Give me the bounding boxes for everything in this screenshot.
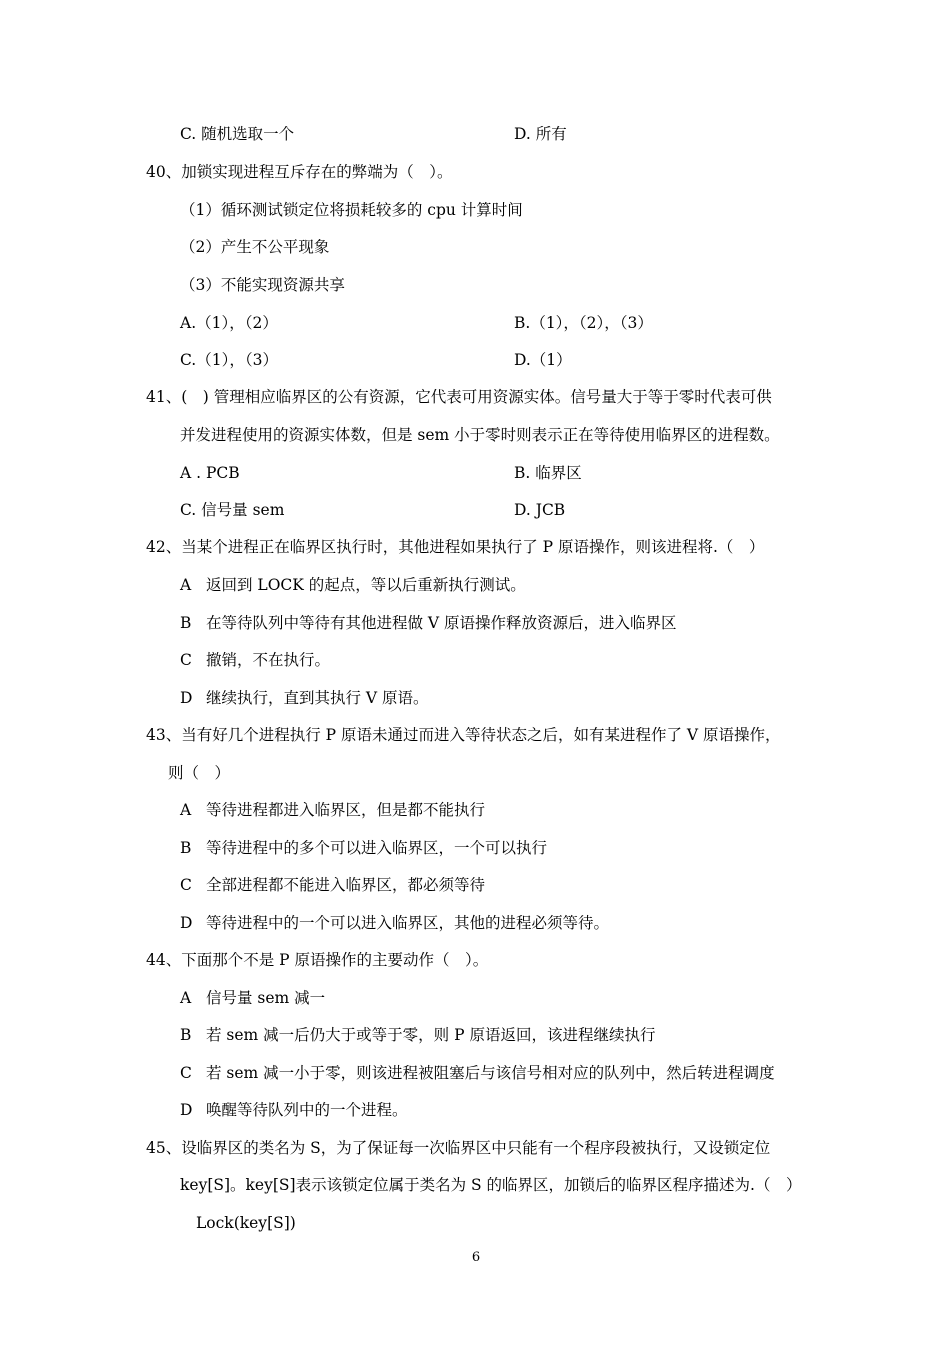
q40-option-c: C.（1），（3）	[180, 351, 278, 369]
q43-option-b: B 等待进程中的多个可以进入临界区，一个可以执行	[180, 839, 548, 857]
q42-option-c: C 撤销，不在执行。	[180, 651, 331, 669]
q44-option-c: C 若 sem 减一小于零，则该进程被阻塞后与该信号相对应的队列中，然后转进程调度	[180, 1064, 775, 1082]
q42-option-a: A 返回到 LOCK 的起点，等以后重新执行测试。	[180, 576, 526, 594]
q40-item-3: （3）不能实现资源共享	[180, 276, 345, 294]
q43-option-c: C 全部进程都不能进入临界区，都必须等待	[180, 876, 486, 894]
q45-stem-line1: 45、设临界区的类名为 S，为了保证每一次临界区中只能有一个程序段被执行，又设锁定位	[146, 1139, 771, 1157]
q43-stem-line2: 则（ ）	[168, 764, 231, 782]
q41-option-b: B. 临界区	[514, 464, 582, 482]
option-c-prev: C. 随机选取一个	[180, 125, 295, 143]
q44-option-d: D 唤醒等待队列中的一个进程。	[180, 1101, 408, 1119]
q40-option-d: D.（1）	[514, 351, 572, 369]
q40-item-2: （2）产生不公平现象	[180, 238, 330, 256]
q40-option-b: B.（1），（2），（3）	[514, 314, 653, 332]
q41-option-d: D. JCB	[514, 501, 566, 519]
q43-stem-line1: 43、当有好几个进程执行 P 原语未通过而进入等待状态之后，如有某进程作了 V 原语操作，	[146, 726, 781, 744]
option-d-prev: D. 所有	[514, 125, 567, 143]
q41-stem-line1: 41、( ) 管理相应临界区的公有资源，它代表可用资源实体。信号量大于等于零时代表可供	[146, 388, 772, 406]
q44-option-b: B 若 sem 减一后仍大于或等于零，则 P 原语返回，该进程继续执行	[180, 1026, 656, 1044]
q42-stem: 42、当某个进程正在临界区执行时，其他进程如果执行了 P 原语操作，则该进程将.（ ）	[146, 538, 765, 556]
q42-option-d: D 继续执行，直到其执行 V 原语。	[180, 689, 429, 707]
page-number: 6	[471, 1250, 481, 1265]
q41-stem-line2: 并发进程使用的资源实体数，但是 sem 小于零时则表示正在等待使用临界区的进程数。	[180, 426, 780, 444]
q40-stem: 40、加锁实现进程互斥存在的弊端为（ ）。	[146, 163, 453, 181]
q42-option-b: B 在等待队列中等待有其他进程做 V 原语操作释放资源后，进入临界区	[180, 614, 677, 632]
q43-option-d: D 等待进程中的一个可以进入临界区，其他的进程必须等待。	[180, 914, 610, 932]
q41-option-a: A . PCB	[180, 464, 240, 482]
q41-option-c: C. 信号量 sem	[180, 501, 285, 519]
q45-stem-line2: key[S]。key[S]表示该锁定位属于类名为 S 的临界区，加锁后的临界区程序描述为.（ ）	[180, 1176, 802, 1194]
q43-option-a: A 等待进程都进入临界区，但是都不能执行	[180, 801, 486, 819]
q45-code: Lock(key[S])	[196, 1214, 296, 1232]
q40-item-1: （1）循环测试锁定位将损耗较多的 cpu 计算时间	[180, 201, 523, 219]
q44-stem: 44、下面那个不是 P 原语操作的主要动作（ ）。	[146, 951, 489, 969]
q44-option-a: A 信号量 sem 减一	[180, 989, 326, 1007]
q40-option-a: A.（1），（2）	[180, 314, 278, 332]
